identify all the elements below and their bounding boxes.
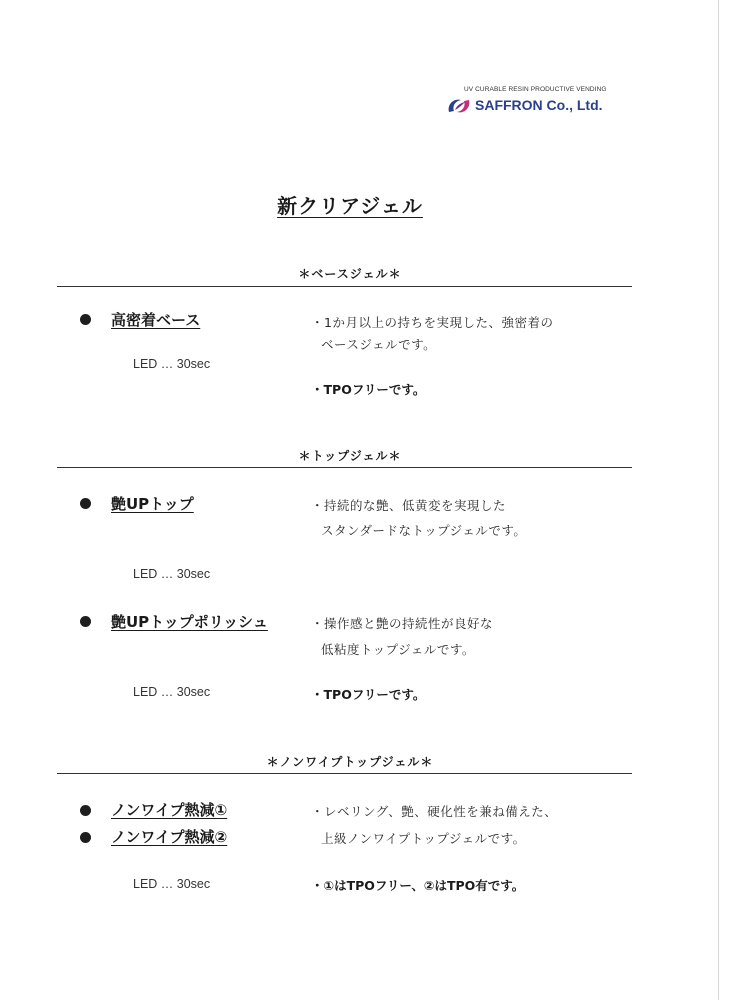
product-note: ・①はTPOフリー、②はTPO有です。 bbox=[311, 878, 525, 893]
bullet-icon bbox=[80, 805, 91, 816]
product-name: 高密着ベース bbox=[111, 311, 201, 329]
product-name: 艶UPトップポリッシュ bbox=[111, 613, 268, 631]
company-logo bbox=[446, 86, 616, 122]
section-heading-base: ＊ベースジェル＊ bbox=[298, 267, 402, 281]
product-note: ・TPOフリーです。 bbox=[311, 382, 426, 397]
product-description-line: 低粘度トップジェルです。 bbox=[321, 642, 475, 657]
product-description-line: ・レベリング、艶、硬化性を兼ね備えた、 bbox=[311, 804, 558, 819]
product-description-line: ベースジェルです。 bbox=[321, 337, 437, 352]
product-name: 艶UPトップ bbox=[111, 495, 194, 513]
page-edge bbox=[718, 0, 719, 1000]
section-divider bbox=[57, 773, 632, 774]
logo-tagline: UV CURABLE RESIN PRODUCTIVE VENDING bbox=[464, 86, 607, 93]
product-description-line: ・持続的な艶、低黄変を実現した bbox=[311, 498, 507, 513]
section-divider bbox=[57, 286, 632, 287]
led-cure-time: LED … 30sec bbox=[133, 877, 211, 891]
product-name: ノンワイプ熱減② bbox=[111, 828, 228, 846]
product-description-line: ・1か月以上の持ちを実現した、強密着の bbox=[311, 315, 554, 330]
product-name: ノンワイプ熱減① bbox=[111, 801, 228, 819]
bullet-icon bbox=[80, 832, 91, 843]
bullet-icon bbox=[80, 498, 91, 509]
logo-company-name: SAFFRON Co., Ltd. bbox=[475, 97, 603, 113]
section-heading-top: ＊トップジェル＊ bbox=[298, 449, 402, 463]
led-cure-time: LED … 30sec bbox=[133, 357, 211, 371]
bullet-icon bbox=[80, 616, 91, 627]
product-description-line: 上級ノンワイプトップジェルです。 bbox=[321, 831, 526, 846]
led-cure-time: LED … 30sec bbox=[133, 685, 211, 699]
product-description-line: スタンダードなトップジェルです。 bbox=[321, 523, 527, 538]
bullet-icon bbox=[80, 314, 91, 325]
product-note: ・TPOフリーです。 bbox=[311, 687, 426, 702]
led-cure-time: LED … 30sec bbox=[133, 567, 211, 581]
section-heading-nonwipe: ＊ノンワイプトップジェル＊ bbox=[266, 755, 434, 769]
section-divider bbox=[57, 467, 632, 468]
saffron-swirl-logo-icon bbox=[446, 94, 472, 118]
page-title: 新クリアジェル bbox=[277, 194, 423, 218]
product-description-line: ・操作感と艶の持続性が良好な bbox=[311, 616, 494, 631]
